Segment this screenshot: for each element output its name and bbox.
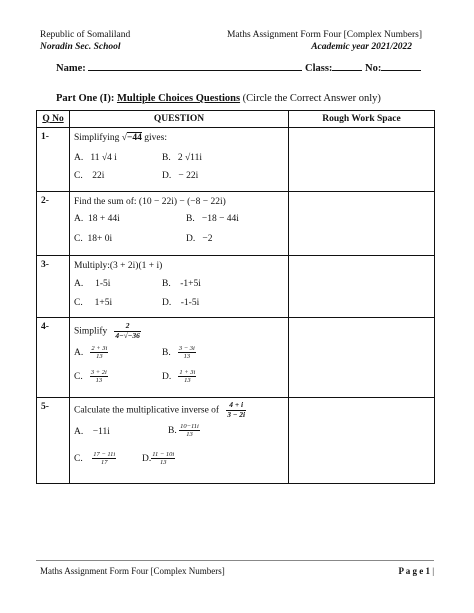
question-number: 3-	[37, 256, 70, 318]
question-number: 2-	[37, 192, 70, 256]
part-heading	[56, 93, 381, 104]
question-cell	[70, 318, 289, 398]
page-label: P a g e	[398, 566, 424, 576]
table-row	[37, 398, 435, 484]
rough-work-cell[interactable]	[289, 256, 435, 318]
question-cell	[70, 192, 289, 256]
student-info-line	[56, 61, 421, 74]
table-row	[37, 128, 435, 192]
academic-year: Academic year 2021/2022	[311, 42, 412, 52]
option-d[interactable]: D. -1-5i	[162, 298, 200, 308]
question-cell	[70, 398, 289, 484]
school-name: Noradin Sec. School	[40, 42, 121, 52]
name-field[interactable]	[88, 61, 302, 71]
number-field[interactable]	[381, 61, 421, 71]
table-row	[37, 192, 435, 256]
question-number: 1-	[37, 128, 70, 192]
name-label: Name:	[56, 63, 86, 74]
part-title: Part One (I):	[56, 93, 115, 104]
question-stem: Simplify $\frac{2}{4-√-36}$	[74, 321, 140, 340]
question-number: 5-	[37, 398, 70, 484]
table-row	[37, 256, 435, 318]
option-d[interactable]: D. −2	[186, 234, 213, 244]
page-indicator: P a g e 1 |	[398, 566, 434, 576]
question-cell	[70, 128, 289, 192]
country-name: Republic of Somaliland	[40, 30, 131, 40]
col-header-question: QUESTION	[70, 111, 289, 128]
page-number: 1	[425, 566, 430, 576]
rough-work-cell[interactable]	[289, 192, 435, 256]
option-a[interactable]: A. 11 √4 i	[74, 153, 117, 163]
question-stem: Calculate the multiplicative inverse of $\frac{4 + i}{3 - 2i}$	[74, 400, 246, 419]
assignment-title: Maths Assignment Form Four [Complex Numbers]	[226, 30, 422, 40]
option-b[interactable]: B. $\frac{3 - 3i}{13}$	[162, 345, 195, 361]
option-a[interactable]: A. −11i	[74, 427, 110, 437]
question-stem: Find the sum of: (10 − 22i) − (−8 − 22i)	[74, 197, 226, 207]
part-subtitle: Multiple Choices Questions	[116, 93, 241, 104]
option-c[interactable]: C. 1+5i	[74, 298, 113, 308]
stem-fraction: $\frac{4 + i}{3 - 2i}$	[227, 400, 246, 419]
col-header-qno: Q No	[37, 111, 70, 128]
option-a[interactable]: A. 18 + 44i	[74, 214, 120, 224]
class-label: Class:	[305, 63, 333, 74]
class-field[interactable]	[332, 61, 362, 71]
no-label: No:	[365, 63, 382, 74]
option-d[interactable]: D. $\frac{11 - 10i}{13}$	[142, 451, 175, 467]
option-a[interactable]: A. $\frac{2 + 3i}{13}$	[74, 345, 108, 361]
question-stem: Multiply:(3 + 2i)(1 + i)	[74, 261, 163, 271]
question-stem: Simplifying √−44 gives:	[74, 133, 167, 143]
option-b[interactable]: B. -1+5i	[162, 279, 201, 289]
option-c[interactable]: C. 18+ 0i	[74, 234, 113, 244]
option-b[interactable]: B. −18 − 44i	[186, 214, 239, 224]
option-c[interactable]: C. $\frac{17 - 11i}{17}$	[74, 451, 116, 467]
option-d[interactable]: D. − 22i	[162, 171, 199, 181]
part-instruction: (Circle the Correct Answer only)	[242, 93, 381, 104]
questions-table	[36, 110, 435, 484]
table-header-row	[37, 111, 435, 128]
option-b[interactable]: B. 2 √11i	[162, 153, 202, 163]
col-header-rough-work: Rough Work Space	[289, 111, 435, 128]
option-c[interactable]: C. 22i	[74, 171, 105, 181]
option-b[interactable]: B. $\frac{10-11i}{13}$	[168, 423, 199, 439]
question-cell	[70, 256, 289, 318]
rough-work-cell[interactable]	[289, 128, 435, 192]
rough-work-cell[interactable]	[289, 398, 435, 484]
footer-divider	[36, 560, 434, 561]
option-c[interactable]: C. $\frac{3 + 2i}{13}$	[74, 369, 107, 385]
rough-work-cell[interactable]	[289, 318, 435, 398]
table-row	[37, 318, 435, 398]
footer-title: Maths Assignment Form Four [Complex Numbers]	[40, 566, 225, 576]
option-d[interactable]: D. $\frac{1 + 3i}{13}$	[162, 369, 196, 385]
question-number: 4-	[37, 318, 70, 398]
stem-fraction: $\frac{2}{4-√-36}$	[115, 321, 140, 340]
option-a[interactable]: A. 1-5i	[74, 279, 111, 289]
radicand: −44	[127, 133, 142, 143]
